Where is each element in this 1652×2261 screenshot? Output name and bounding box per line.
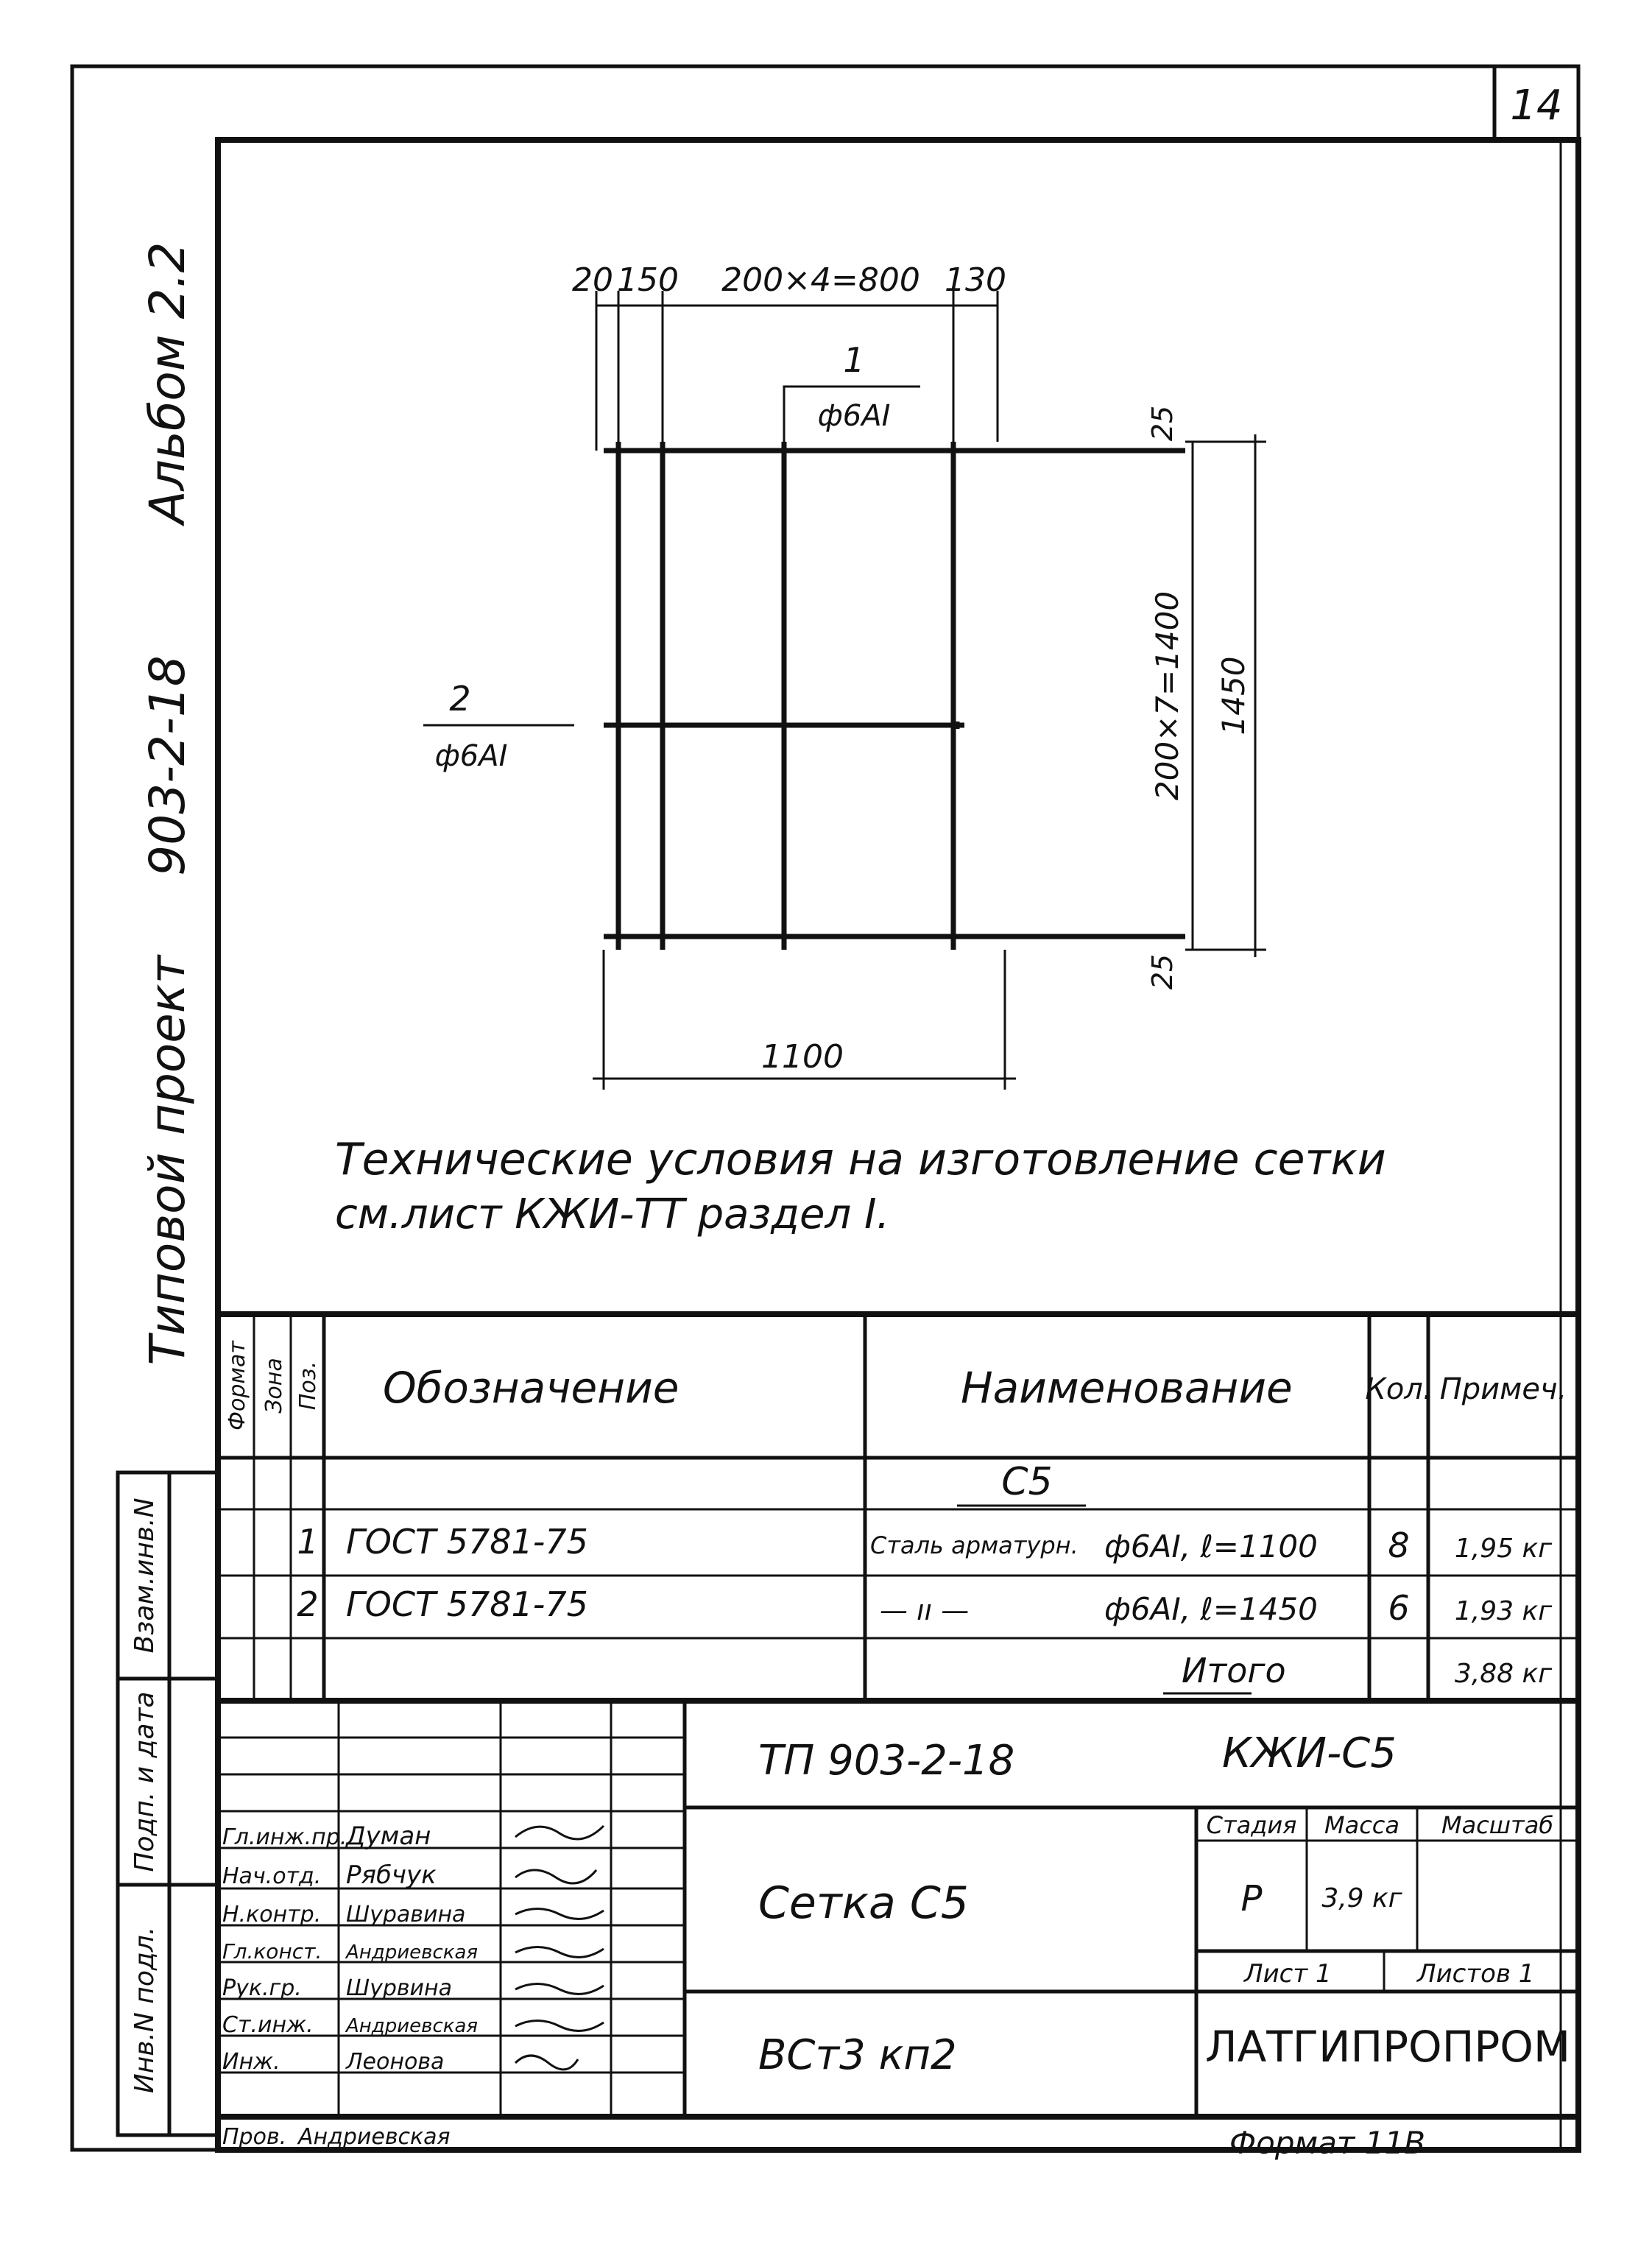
tb-product-name: Сетка С5 <box>758 1877 969 1929</box>
tb-sheets-label: Листов 1 <box>1417 1959 1535 1989</box>
tb-stage: Р <box>1240 1878 1263 1919</box>
sig-role-3: Н.контр. <box>222 1902 322 1927</box>
dim-150: 150 <box>617 261 679 299</box>
sig-name-8: Андриевская <box>298 2124 451 2150</box>
dim-1400: 200×7=1400 <box>1149 590 1185 801</box>
dim-1450: 1450 <box>1215 656 1252 736</box>
sig-role-1: Гл.инж.пр. <box>222 1824 347 1850</box>
tb-format: Формат 11В <box>1229 2125 1426 2161</box>
dim-25-top: 25 <box>1146 405 1179 442</box>
mesh-drawing <box>423 261 1266 1090</box>
spec-row1-pos: 1 <box>297 1522 319 1562</box>
spec-row1-designation: ГОСТ 5781-75 <box>346 1522 588 1562</box>
tb-code: ТП 903-2-18 <box>758 1737 1015 1785</box>
note-line-2: см.лист КЖИ-ТТ раздел I. <box>335 1191 890 1238</box>
pos2-bar-label: ф6АI <box>434 739 508 773</box>
sig-role-8: Пров. <box>222 2124 287 2150</box>
sig-name-4: Андриевская <box>346 1941 479 1964</box>
spec-row1-name-right: ф6АI, ℓ=1100 <box>1104 1528 1318 1565</box>
stamp-replace-label: Взам.инв.N <box>130 1498 160 1654</box>
sig-role-5: Рук.гр. <box>222 1975 302 2001</box>
tb-scale-header: Масштаб <box>1441 1811 1554 1839</box>
tb-material: ВСт3 кп2 <box>758 2031 957 2079</box>
sig-name-6: Андриевская <box>346 2015 479 2037</box>
dim-1100: 1100 <box>761 1038 844 1076</box>
spec-header-pos: Поз. <box>295 1361 321 1411</box>
sig-name-1: Думан <box>346 1821 431 1851</box>
spec-header-zone: Зона <box>261 1358 287 1414</box>
sheet-number: 14 <box>1510 82 1563 130</box>
album-caption: Альбом 2.2 <box>139 241 196 524</box>
sig-name-3: Шуравина <box>346 1902 466 1927</box>
tb-sheet-code: КЖИ-С5 <box>1222 1729 1397 1777</box>
spec-row2-name-left: — ıı — <box>880 1594 970 1626</box>
spec-row1-qty: 8 <box>1388 1525 1410 1565</box>
spec-header-qty: Кол. <box>1365 1372 1433 1406</box>
tb-organization: ЛАТГИПРОПРОМ <box>1204 2022 1571 2072</box>
sig-role-7: Инж. <box>222 2049 280 2075</box>
pos2-number: 2 <box>449 679 471 719</box>
tb-mass-header: Масса <box>1324 1811 1400 1839</box>
spec-header-note: Примеч. <box>1439 1372 1567 1406</box>
typical-caption: Типовой <box>139 1152 196 1366</box>
stamp-sign-label: Подп. и дата <box>130 1691 160 1872</box>
spec-row2-designation: ГОСТ 5781-75 <box>346 1584 588 1624</box>
signature-scribbles <box>515 1826 604 2070</box>
project-code-caption: 903-2-18 <box>139 655 196 876</box>
sig-role-2: Нач.отд. <box>222 1863 322 1889</box>
note-line-1: Технические условия на изготовление сетки <box>335 1134 1386 1185</box>
tb-mass: 3,9 кг <box>1321 1883 1402 1913</box>
dim-130: 130 <box>945 261 1006 299</box>
pos1-bar-label: ф6АI <box>817 399 891 433</box>
project-word-caption: проект <box>139 955 196 1136</box>
sig-name-5: Шурвина <box>346 1975 453 2001</box>
spec-row1-name-left: Сталь арматурн. <box>870 1531 1079 1559</box>
spec-total-note: 3,88 кг <box>1454 1659 1553 1689</box>
stamp-inv-label: Инв.N подл. <box>130 1926 160 2094</box>
spec-header-designation: Обозначение <box>383 1363 679 1413</box>
spec-table <box>218 1314 1578 1701</box>
tb-stage-header: Стадия <box>1206 1811 1297 1839</box>
left-stamp <box>118 1472 218 2135</box>
pos1-number: 1 <box>843 340 865 380</box>
spec-row2-name-right: ф6АI, ℓ=1450 <box>1104 1591 1318 1627</box>
spec-header-name: Наименование <box>961 1363 1293 1413</box>
tb-sheet-label: Лист 1 <box>1244 1959 1332 1989</box>
title-block <box>218 1701 1578 2161</box>
spec-row1-note: 1,95 кг <box>1454 1534 1553 1564</box>
sig-name-2: Рябчук <box>346 1860 437 1890</box>
spec-group-title: С5 <box>1001 1460 1053 1504</box>
dim-20: 20 <box>572 261 613 299</box>
sig-name-7: Леонова <box>346 2049 445 2075</box>
spec-row2-qty: 6 <box>1388 1588 1410 1628</box>
sig-role-6: Ст.инж. <box>222 2012 314 2038</box>
dim-800: 200×4=800 <box>721 261 920 299</box>
spec-row2-note: 1,93 кг <box>1454 1596 1553 1626</box>
sig-role-4: Гл.конст. <box>222 1939 322 1964</box>
spec-header-format: Формат <box>225 1341 250 1431</box>
dim-25-bottom: 25 <box>1146 953 1179 990</box>
spec-total-label: Итого <box>1182 1651 1286 1690</box>
spec-row2-pos: 2 <box>297 1584 319 1624</box>
